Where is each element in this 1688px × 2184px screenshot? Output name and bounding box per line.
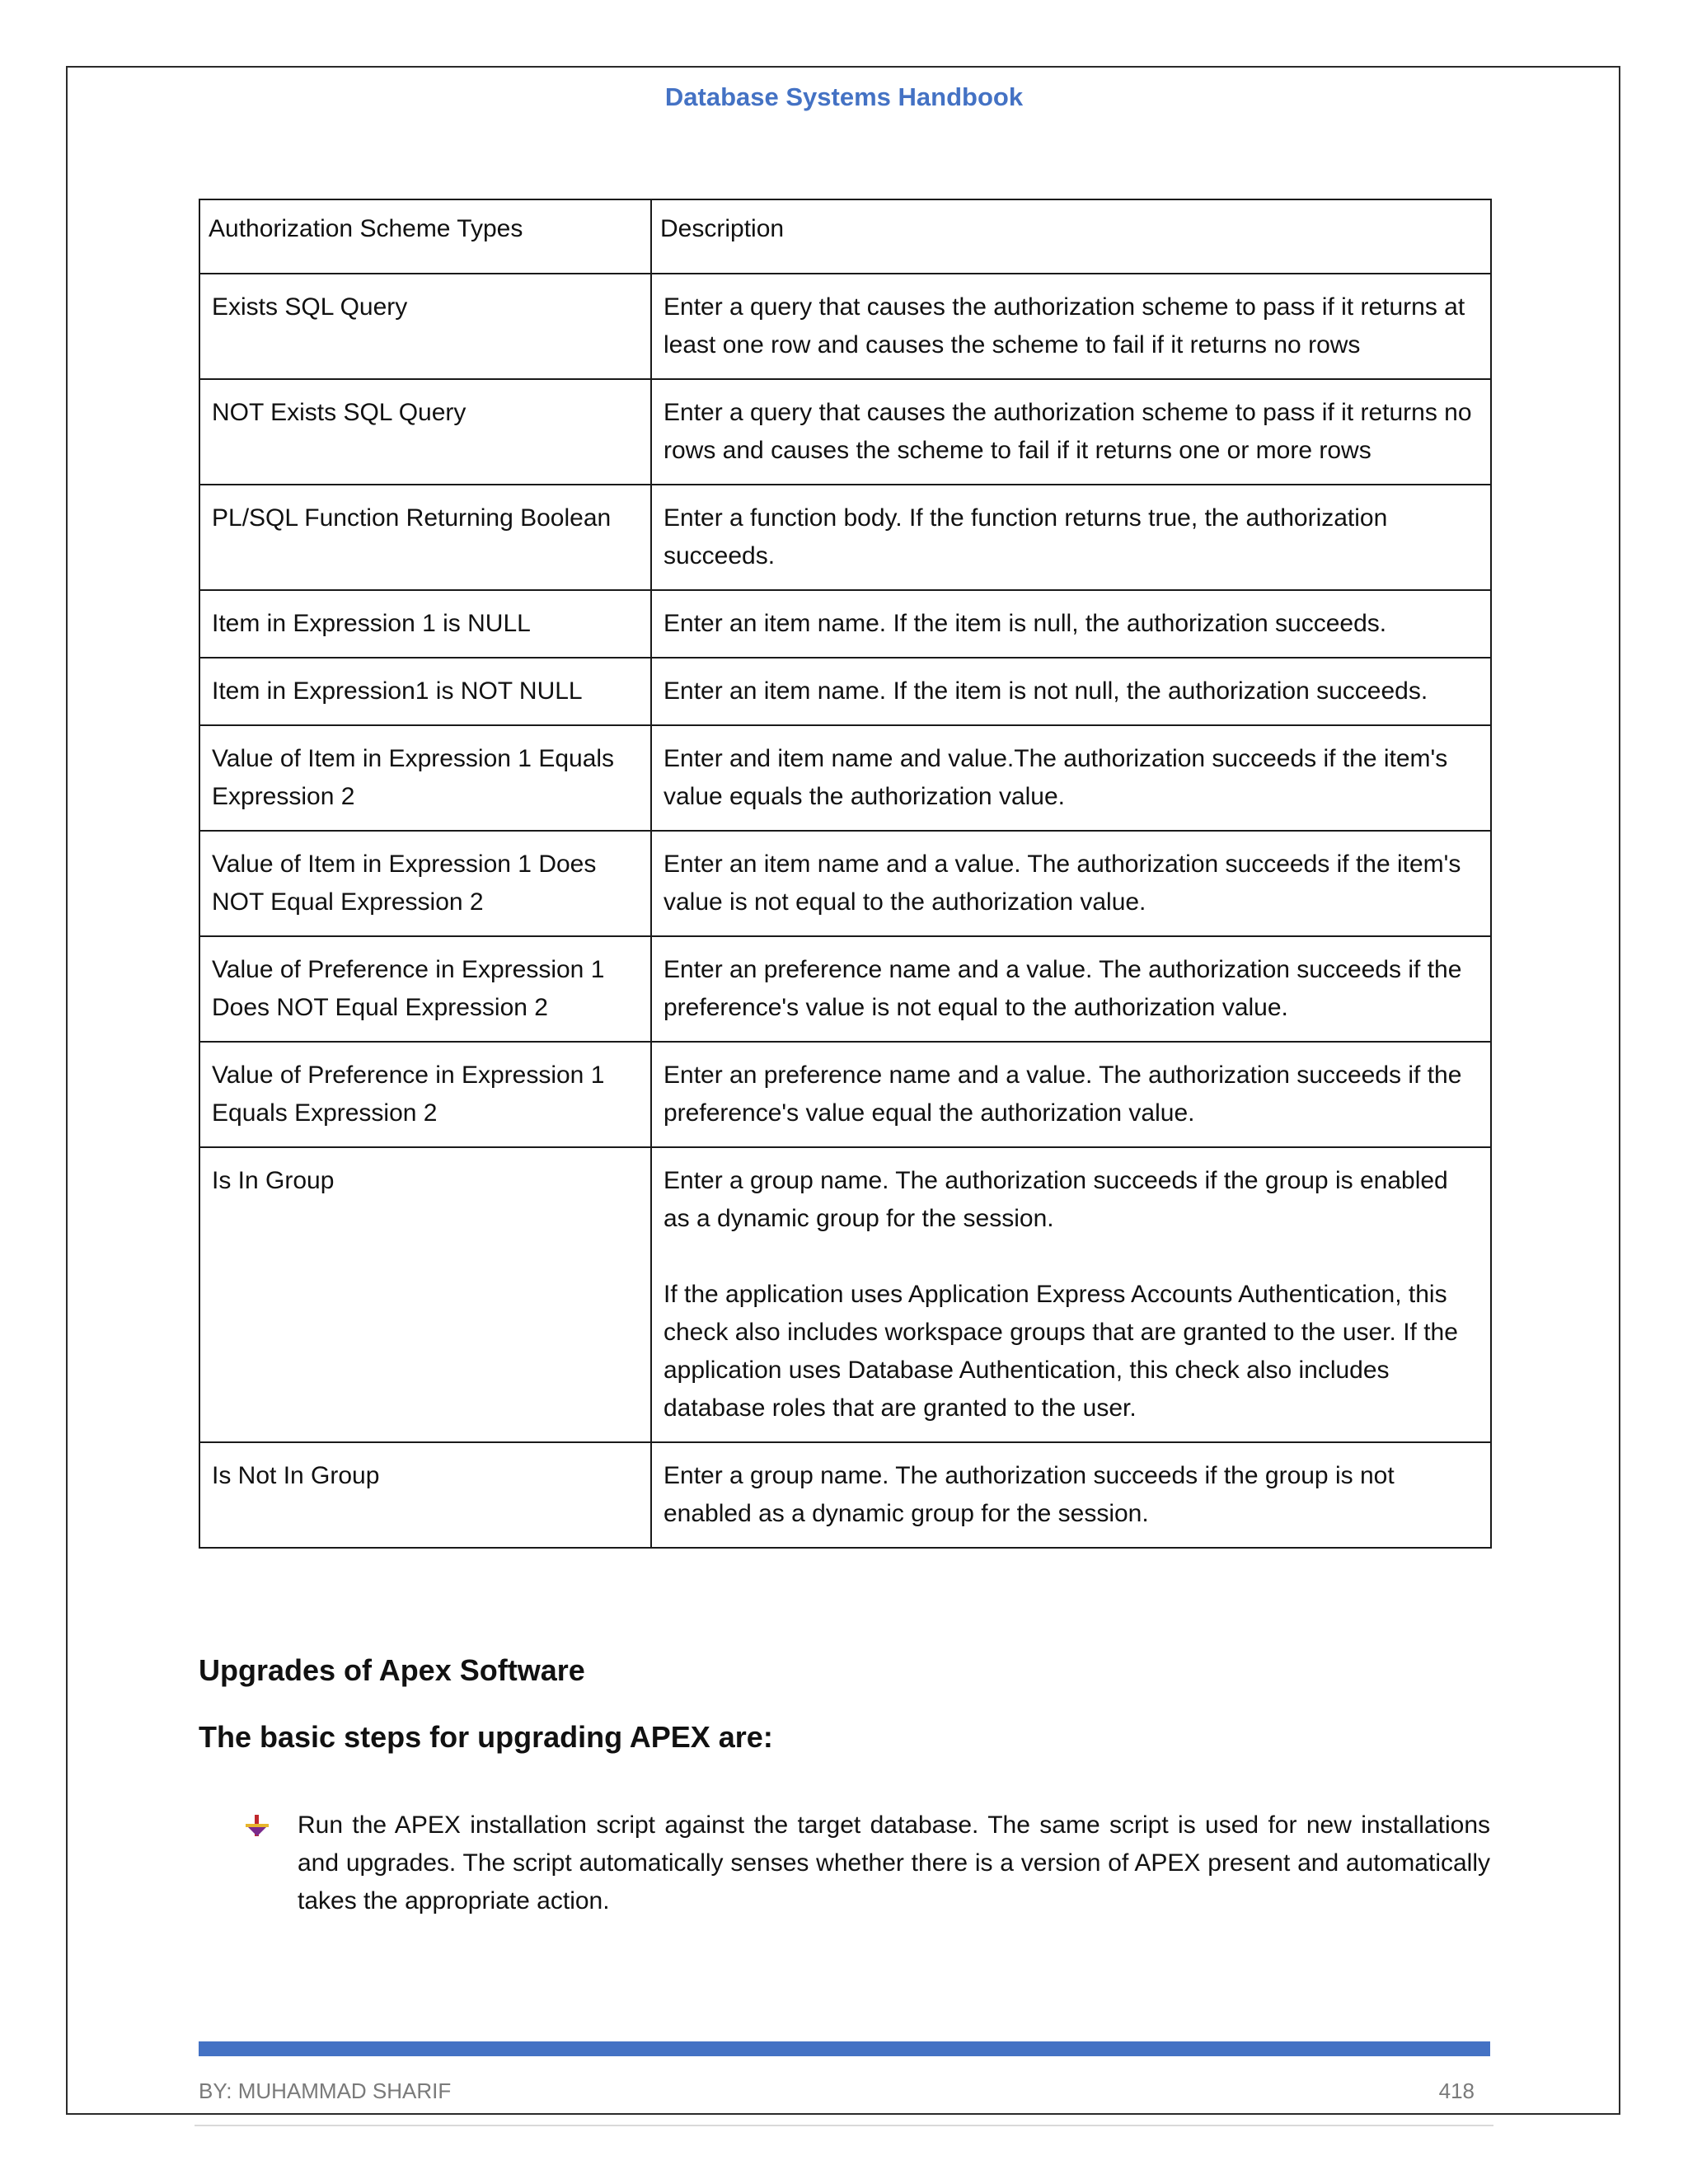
description-paragraph: Enter a group name. The authorization succeeds if the group is enabled as a dynamic group for the session. xyxy=(663,1167,1448,1232)
footer-author: BY: MUHAMMAD SHARIF xyxy=(199,2079,452,2103)
description-paragraph: Enter a query that causes the authorization scheme to pass if it returns no rows and causes the scheme to fail if it returns one or more rows xyxy=(663,399,1472,464)
scheme-type-cell: NOT Exists SQL Query xyxy=(199,379,651,485)
description-paragraph: Enter and item name and value.The authorization succeeds if the item's value equals the authorization value. xyxy=(663,745,1448,810)
page-number: 418 xyxy=(1438,2079,1475,2103)
scheme-type-cell: Item in Expression 1 is NULL xyxy=(199,590,651,658)
table-row xyxy=(199,1042,1491,1147)
table-row xyxy=(199,1442,1491,1548)
scheme-type-cell: Value of Preference in Expression 1 Does NOT Equal Expression 2 xyxy=(199,936,651,1042)
table-row xyxy=(199,936,1491,1042)
scheme-type-cell: Value of Item in Expression 1 Does NOT Equal Expression 2 xyxy=(199,831,651,936)
description-paragraph: Enter an preference name and a value. The authorization succeeds if the preference's value is not equal to the authorization value. xyxy=(663,956,1462,1021)
arrow-bullet-icon xyxy=(244,1813,270,1840)
scheme-description-cell xyxy=(651,379,1491,485)
description-paragraph: Enter a function body. If the function returns true, the authorization succeeds. xyxy=(663,504,1388,569)
section-heading: Upgrades of Apex Software xyxy=(199,1653,585,1687)
subheading: The basic steps for upgrading APEX are: xyxy=(199,1720,773,1754)
scheme-description-cell xyxy=(651,1147,1491,1442)
scheme-description-cell xyxy=(651,936,1491,1042)
description-paragraph: Enter a query that causes the authorization scheme to pass if it returns at least one row and causes the scheme to fail if it returns no rows xyxy=(663,293,1465,359)
scheme-type-cell: Exists SQL Query xyxy=(199,274,651,379)
description-paragraph: Enter a group name. The authorization succeeds if the group is not enabled as a dynamic group for the session. xyxy=(663,1462,1395,1527)
scheme-description-cell xyxy=(651,658,1491,725)
footer-divider xyxy=(195,2125,1493,2126)
table-row xyxy=(199,725,1491,831)
scheme-type-cell: Value of Preference in Expression 1 Equals Expression 2 xyxy=(199,1042,651,1147)
table-row xyxy=(199,658,1491,725)
scheme-description-cell xyxy=(651,831,1491,936)
description-paragraph: Enter an item name. If the item is null, the authorization succeeds. xyxy=(663,610,1387,637)
column-header-description: Description xyxy=(651,199,1491,274)
scheme-description-cell xyxy=(651,590,1491,658)
page-header-title: Database Systems Handbook xyxy=(664,82,1024,111)
table-row xyxy=(199,831,1491,936)
scheme-description-cell xyxy=(651,1042,1491,1147)
description-paragraph: If the application uses Application Express Accounts Authentication, this check also includes workspace groups that are granted to the user. If the application uses Database Authentication, this check also includes database roles that are granted to the user. xyxy=(663,1281,1458,1422)
description-paragraph: Enter an item name and a value. The authorization succeeds if the item's value is not equal to the authorization value. xyxy=(663,851,1461,916)
scheme-type-cell: PL/SQL Function Returning Boolean xyxy=(199,485,651,590)
scheme-description-cell xyxy=(651,1442,1491,1548)
authorization-scheme-table xyxy=(199,199,1492,1549)
table-row xyxy=(199,485,1491,590)
scheme-description-cell xyxy=(651,485,1491,590)
column-header-type: Authorization Scheme Types xyxy=(199,199,651,274)
table-header-row xyxy=(199,199,1491,274)
footer-accent-bar xyxy=(199,2041,1490,2056)
bullet-text: Run the APEX installation script against the target database. The same script is used for new installations and upgrades. The script automatically senses whether there is a version of APEX present and automatically takes the appropriate action. xyxy=(298,1811,1490,1915)
scheme-description-cell xyxy=(651,274,1491,379)
scheme-type-cell: Is In Group xyxy=(199,1147,651,1442)
scheme-type-cell: Value of Item in Expression 1 Equals Expression 2 xyxy=(199,725,651,831)
table-row xyxy=(199,1147,1491,1442)
scheme-type-cell: Item in Expression1 is NOT NULL xyxy=(199,658,651,725)
table-row xyxy=(199,590,1491,658)
description-paragraph: Enter an item name. If the item is not null, the authorization succeeds. xyxy=(663,677,1428,705)
description-paragraph: Enter an preference name and a value. The authorization succeeds if the preference's value equal the authorization value. xyxy=(663,1062,1462,1127)
table-row xyxy=(199,379,1491,485)
scheme-description-cell xyxy=(651,725,1491,831)
scheme-type-cell: Is Not In Group xyxy=(199,1442,651,1548)
table-row xyxy=(199,274,1491,379)
list-item xyxy=(244,1807,1490,1920)
